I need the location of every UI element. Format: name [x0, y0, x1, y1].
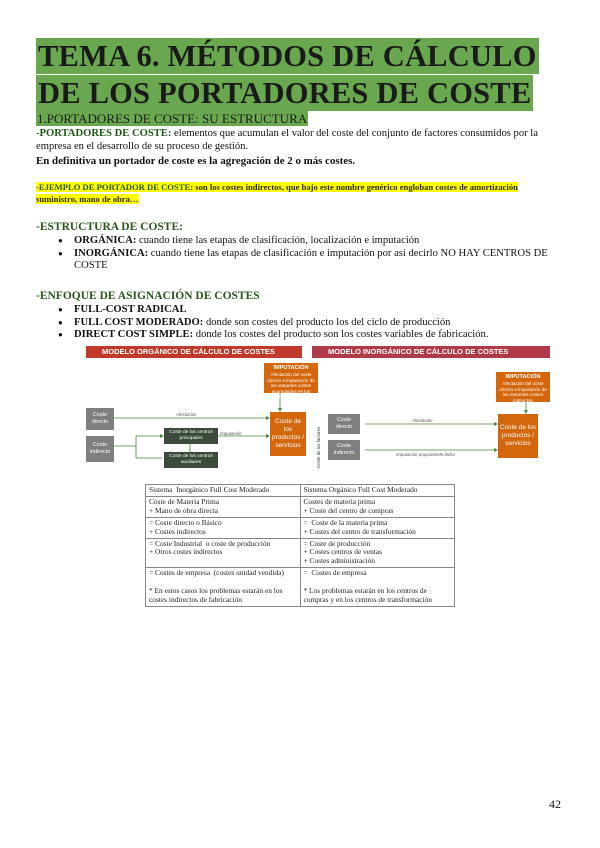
organic-model-header: MODELO ORGÁNICO DE CÁLCULO DE COSTES	[86, 346, 302, 358]
inorganic-coste-indirecto-box: Coste indirecto	[328, 440, 360, 460]
comparison-table	[145, 484, 455, 607]
definition-term: -PORTADORES DE COSTE:	[36, 128, 172, 139]
inorganic-imputacion-label: Imputación propiamente dicha	[396, 452, 455, 457]
page-number: 42	[549, 797, 561, 811]
section-heading: 1.PORTADORES DE COSTE: SU ESTRUCTURA	[37, 111, 308, 126]
table-row: = Costes de empresa (costes unidad vendida) * En estos casos los problemas estarán en los costes indirectos de fabricación = Costes de empresa * Los problemas estarán en los centros de compras y en los centros de transformación	[146, 568, 455, 607]
structure-heading: -ESTRUCTURA DE COSTE:	[36, 221, 183, 233]
list-item: ● INORGÁNICA: cuando tiene las etapas de clasificación e imputación por así decirlo NO HAY CENTROS DE COSTE	[58, 248, 558, 273]
example-text: : son los costes indirectos, que bajo este nombre genérico engloban costes de amortización suministro, mano de obra…	[36, 182, 518, 205]
coste-directo-box: Coste directo	[86, 408, 114, 430]
organic-imputacion-label: Imputación	[220, 431, 242, 436]
structure-list	[58, 235, 558, 273]
organic-afectacion-label: Afectación	[176, 412, 197, 417]
list-item: ● DIRECT COST SIMPLE: donde los costes del producto son los costes variables de fabricación.	[58, 329, 558, 342]
inorganic-afectacion-label: Afectación	[412, 418, 433, 423]
list-item: ● ORGÁNICA: cuando tiene las etapas de clasificación, localización e imputación	[58, 235, 558, 248]
inorganic-imputacion-box: IMPUTACIÓN Afectación del coste directo e imputación de los restantes costes indirectos	[496, 372, 550, 402]
title-line-1: TEMA 6. MÉTODOS DE CÁLCULO	[38, 39, 537, 73]
example-term: -EJEMPLO DE PORTADOR DE COSTE	[36, 182, 191, 192]
page-title	[36, 38, 560, 111]
definition-paragraph	[36, 127, 556, 154]
centros-auxiliares-box: Coste de los centros auxiliares	[164, 452, 218, 468]
list-item: ● FULL-COST RADICAL	[58, 304, 558, 317]
approach-list	[58, 304, 558, 342]
example-highlight	[36, 181, 556, 206]
coste-indirecto-box: Coste indirecto	[86, 436, 114, 462]
organic-productos-box: Coste de los productos / servicios	[270, 412, 306, 456]
summary-sentence: En definitiva un portador de coste es la agregación de 2 o más costes.	[36, 155, 356, 167]
table-row: Sistema Inorgánico Full Cost Moderado Sistema Orgánico Full Cost Moderado	[146, 485, 455, 497]
organic-imputacion-box: IMPUTACIÓN Afectación del coste directo e imputación de los restantes costes acumulados en los centros principales	[264, 363, 318, 393]
table-row: Coste de Materia Prima + Mano de obra directa Costes de materia prima + Coste del centro de compras	[146, 496, 455, 517]
table-row: = Coste directo o Básico + Costes indirectos = Coste de la materia prima + Costes del centro de transformación	[146, 517, 455, 538]
coste-factores-label: Coste de los factores	[316, 426, 321, 468]
title-line-2: DE LOS PORTADORES DE COSTE	[38, 76, 532, 110]
approach-heading: -ENFOQUE DE ASIGNACIÓN DE COSTES	[36, 290, 260, 302]
list-item: ● FULL COST MODERADO: donde son costes del producto los del ciclo de producción	[58, 317, 558, 330]
table-row: = Coste Industrial o coste de producción + Otros costes indirectos = Coste de producción + Costes centros de ventas + Costes administración	[146, 538, 455, 568]
inorganic-productos-box: Coste de los productos / servicios	[498, 414, 538, 458]
inorganic-coste-directo-box: Coste directo	[328, 414, 360, 434]
definition-text: elementos que acumulan el valor del coste del conjunto de factores consumidos por la empresa en el desarrollo de su proceso de gestión.	[36, 128, 538, 153]
inorganic-model-header: MODELO INORGÁNICO DE CÁLCULO DE COSTES	[312, 346, 550, 358]
centros-principales-box: Coste de los centros principales	[164, 428, 218, 444]
cost-model-diagram	[86, 346, 550, 478]
